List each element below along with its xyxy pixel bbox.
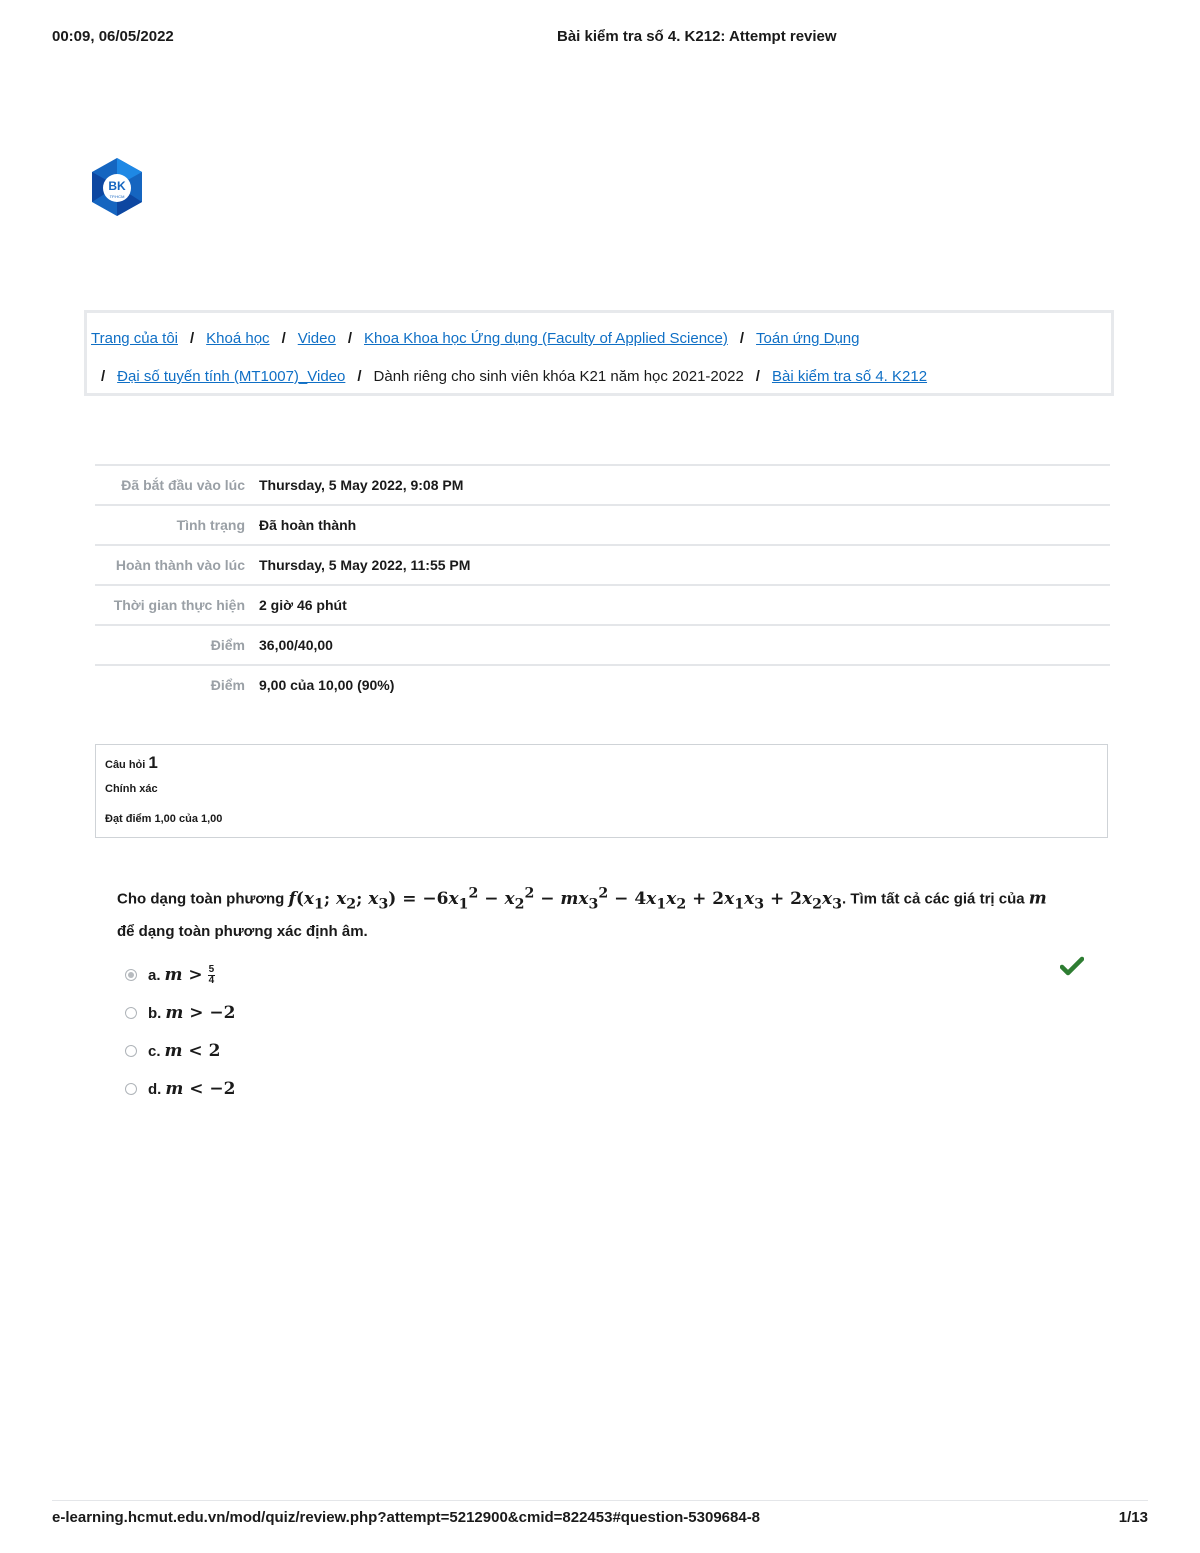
svg-text:BK: BK	[108, 179, 126, 193]
print-page-title: Bài kiểm tra số 4. K212: Attempt review	[557, 28, 837, 45]
answer-radio[interactable]	[125, 1083, 137, 1095]
answer-relation: m < −2	[165, 1079, 236, 1099]
question-grade: Đạt điểm 1,00 của 1,00	[105, 813, 223, 825]
attempt-summary-table	[95, 464, 1110, 704]
summary-label: Hoàn thành vào lúc	[95, 545, 259, 585]
summary-row-marks	[95, 625, 1110, 665]
print-url: e-learning.hcmut.edu.vn/mod/quiz/review.php?attempt=5212900&cmid=822453#question-5309684-8	[52, 1509, 761, 1526]
answer-relation: m < 2	[164, 1041, 221, 1061]
summary-value: 2 giờ 46 phút	[259, 585, 1110, 625]
summary-value: 9,00 của 10,00 (90%)	[259, 665, 1110, 704]
summary-label: Điểm	[95, 625, 259, 665]
summary-value: Thursday, 5 May 2022, 9:08 PM	[259, 465, 1110, 505]
question-text: Cho dạng toàn phương $f(x_1$; $x_2$; $x_3) = -6x_1^2 - x_2^2 - mx_3^2 - 4x_1x_2 + 2x_1x_3 + 2x_2x_3$. Tìm tất cả các giá trị của m để dạng toàn phương xác định âm.	[117, 885, 1047, 941]
check-icon	[1060, 956, 1084, 976]
answer-option-c[interactable]: c. m < 2	[125, 1032, 1085, 1070]
summary-row-grade	[95, 665, 1110, 704]
breadcrumb-item-faculty[interactable]: Khoa Khoa học Ứng dụng (Faculty of Applied Science)	[364, 330, 728, 347]
summary-label: Điểm	[95, 665, 259, 704]
answer-options	[125, 956, 1085, 1108]
breadcrumb-item-video[interactable]: Video	[297, 330, 336, 347]
breadcrumb-separator: /	[357, 368, 362, 385]
print-page-number: 1/13	[1118, 1509, 1148, 1526]
summary-label: Tình trạng	[95, 505, 259, 545]
breadcrumb-separator: /	[101, 368, 106, 385]
summary-row-completed	[95, 545, 1110, 585]
breadcrumb-separator: /	[755, 368, 760, 385]
breadcrumb-item-course[interactable]: Đại số tuyến tính (MT1007)_Video	[117, 368, 346, 385]
quadratic-form-formula: $f(x_1$; $x_2$; $x_3) = -6x_1^2 - x_2^2 - mx_3^2 - 4x_1x_2 + 2x_1x_3 + 2x_2x_3$	[288, 885, 843, 913]
summary-label: Thời gian thực hiện	[95, 585, 259, 625]
answer-relation: m > −2	[165, 1003, 236, 1023]
print-datetime: 00:09, 06/05/2022	[52, 28, 174, 45]
site-logo[interactable]	[88, 156, 432, 218]
svg-text:TP.HCM: TP.HCM	[109, 194, 125, 199]
summary-label: Đã bắt đầu vào lúc	[95, 465, 259, 505]
breadcrumb-separator: /	[281, 330, 286, 347]
question-number: Câu hỏi 1	[105, 753, 158, 772]
question-info-box	[95, 744, 1108, 838]
breadcrumb-item-quiz[interactable]: Bài kiểm tra số 4. K212	[771, 368, 928, 385]
breadcrumb-item-department[interactable]: Toán ứng Dụng	[756, 330, 860, 347]
answer-option-d[interactable]: d. m < −2	[125, 1070, 1085, 1108]
print-footer	[52, 1500, 1148, 1533]
answer-radio[interactable]	[125, 1007, 137, 1019]
breadcrumb-line-1	[91, 330, 860, 347]
summary-row-started	[95, 465, 1110, 505]
breadcrumb-separator: /	[347, 330, 352, 347]
breadcrumb-item-my-home[interactable]: Trang của tôi	[91, 330, 178, 347]
answer-radio[interactable]	[125, 1045, 137, 1057]
print-header	[52, 28, 1148, 48]
answer-fraction: $\frac{5}{4}$	[208, 963, 215, 986]
answer-option-a[interactable]: a. m > $\frac{5}{4}$	[125, 956, 1085, 994]
site-brand-name: BÁCH KHOA E-LEARNING	[158, 175, 433, 198]
breadcrumb-line-2	[91, 368, 927, 385]
breadcrumb-item-section: Dành riêng cho sinh viên khóa K21 năm học 2021-2022	[373, 368, 744, 385]
summary-value: Đã hoàn thành	[259, 505, 1110, 545]
breadcrumb-separator: /	[190, 330, 195, 347]
breadcrumb	[84, 310, 1114, 396]
answer-option-b[interactable]: b. m > −2	[125, 994, 1085, 1032]
answer-radio-selected[interactable]	[125, 969, 137, 981]
breadcrumb-item-courses[interactable]: Khoá học	[206, 330, 270, 347]
summary-value: 36,00/40,00	[259, 625, 1110, 665]
question-state: Chính xác	[105, 783, 158, 795]
bk-logo-icon	[88, 156, 146, 218]
summary-row-time-taken	[95, 585, 1110, 625]
summary-value: Thursday, 5 May 2022, 11:55 PM	[259, 545, 1110, 585]
breadcrumb-separator: /	[739, 330, 745, 347]
summary-row-state	[95, 505, 1110, 545]
answer-relation: m >	[164, 965, 203, 985]
